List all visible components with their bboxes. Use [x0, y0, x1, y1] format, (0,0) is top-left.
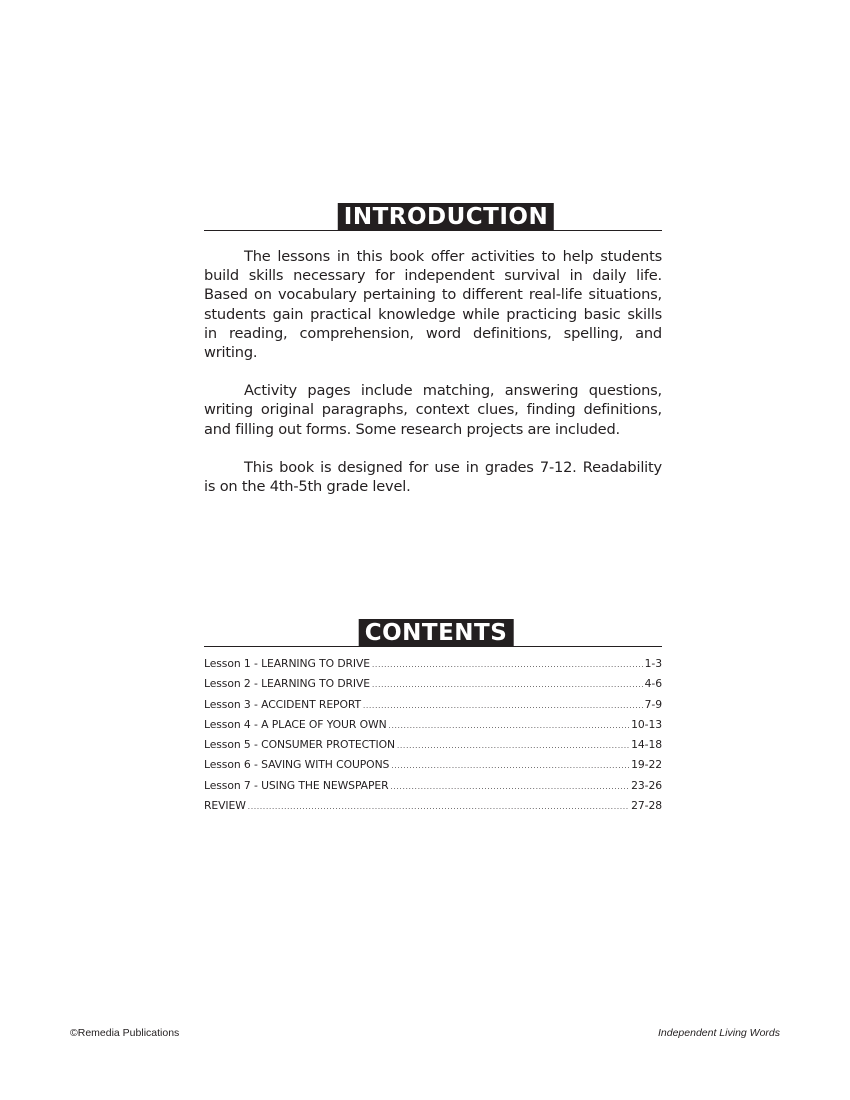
toc-entry-pages: 7-9 [644, 697, 662, 711]
toc-dot-leader [397, 742, 629, 750]
toc-entry-label: Lesson 7 - USING THE NEWSPAPER [204, 778, 389, 792]
contents-section [204, 616, 662, 819]
toc-entry [204, 799, 662, 819]
toc-entry-pages: 1-3 [644, 657, 662, 670]
toc-entry [204, 657, 662, 677]
toc-dot-leader [389, 722, 630, 730]
toc-entry-label: Lesson 4 - A PLACE OF YOUR OWN [204, 717, 387, 731]
toc-entry-label: Lesson 3 - ACCIDENT REPORT [204, 697, 361, 711]
introduction-body [204, 247, 662, 496]
toc-dot-leader [391, 762, 629, 770]
toc-entry-label: Lesson 2 - LEARNING TO DRIVE [204, 677, 371, 691]
toc-entry [204, 698, 662, 718]
introduction-paragraph: The lessons in this book offer activities to help students build skills necessary for independent survival in daily life. Based on vocabulary pertaining to different real-life situations, students gain practical knowledge while practicing basic skills in reading, comprehension, word definitions, spelling, and writing. [204, 248, 662, 362]
toc-entry-pages: 27-28 [631, 799, 662, 813]
toc-entry [204, 718, 662, 738]
table-of-contents [204, 657, 662, 819]
introduction-heading: INTRODUCTION [338, 203, 554, 231]
contents-heading: CONTENTS [359, 619, 514, 647]
introduction-section [204, 200, 662, 515]
toc-dot-leader [248, 803, 629, 811]
toc-entry [204, 758, 662, 778]
footer-book-title: Independent Living Words [658, 1027, 780, 1039]
toc-entry [204, 738, 662, 758]
toc-entry-pages: 23-26 [631, 778, 662, 792]
toc-entry-pages: 14-18 [631, 738, 662, 752]
toc-entry [204, 779, 662, 799]
introduction-paragraph: Activity pages include matching, answering questions, writing original paragraphs, context clues, finding definitions, and filling out forms. Some research projects are included. [204, 382, 662, 438]
toc-entry [204, 677, 662, 697]
contents-heading-rule [204, 616, 662, 647]
toc-entry-label: Lesson 5 - CONSUMER PROTECTION [204, 738, 395, 752]
footer-publisher: ©Remedia Publications [70, 1027, 180, 1039]
toc-entry-pages: 4-6 [644, 677, 662, 691]
toc-entry-pages: 10-13 [631, 717, 662, 731]
introduction-paragraph: This book is designed for use in grades 7-12. Readability is on the 4th-5th grade level. [204, 458, 662, 496]
toc-entry-label: Lesson 1 - LEARNING TO DRIVE [204, 657, 371, 670]
toc-entry-label: Lesson 6 - SAVING WITH COUPONS [204, 758, 390, 772]
toc-entry-label: REVIEW [204, 799, 246, 813]
introduction-heading-rule [204, 200, 662, 231]
toc-dot-leader [372, 661, 643, 669]
toc-dot-leader [390, 783, 629, 791]
toc-entry-pages: 19-22 [631, 758, 662, 772]
toc-dot-leader [363, 702, 643, 710]
toc-dot-leader [372, 681, 643, 689]
